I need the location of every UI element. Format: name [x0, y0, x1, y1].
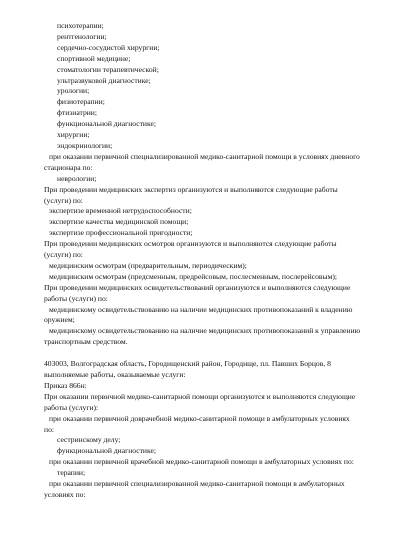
- list-item: физиотерапии;: [57, 97, 105, 107]
- list-item: хирургии;: [57, 130, 90, 140]
- day-hospital-heading: при оказании первичной специализированной медико-санитарной помощи в условиях дневного: [49, 151, 360, 161]
- expertise-heading-cont: (услуги) по:: [44, 195, 83, 205]
- list-item: медицинским осмотрам (предварительным, периодическим);: [49, 260, 247, 270]
- works-label: выполняемые работы, оказываемые услуги:: [44, 369, 186, 379]
- list-item: фтизиатрии;: [57, 108, 97, 118]
- list-item-cont: оружием;: [44, 315, 75, 325]
- prevrach-heading: при оказании первичной доврачебной медико-санитарной помощи в амбулаторных условиях: [49, 413, 350, 423]
- service-list: [44, 21, 394, 152]
- list-item: экспертизе временной нетрудоспособности;: [49, 206, 192, 216]
- specialized-heading-cont: условиях по:: [44, 489, 86, 499]
- exams-heading: При проведении медицинских осмотров организуются и выполняются следующие работы: [44, 239, 337, 249]
- list-item: функциональной диагностике;: [57, 119, 156, 129]
- list-item: медицинскому освидетельствованию на наличие медицинских противопоказаний к управлению: [49, 326, 361, 336]
- list-item: урологии;: [57, 86, 90, 96]
- primary-care-heading-cont: работы (услуги):: [44, 402, 99, 412]
- list-item: неврологии;: [57, 173, 97, 183]
- list-item-cont: транспортным средством.: [44, 337, 128, 347]
- primary-care-heading: При оказании первичной медико-санитарной помощи организуются и выполняются следующие: [44, 391, 356, 401]
- certification-heading-cont: работы (услуги) по:: [44, 293, 108, 303]
- vrach-heading: при оказании первичной врачебной медико-санитарной помощи в амбулаторных условиях по:: [49, 457, 354, 467]
- list-item: сердечно-сосудистой хирургии;: [57, 42, 160, 52]
- address-line: 403003, Волгоградская область, Городищенский район, Городище, пл. Павших Борцов, 8: [44, 359, 331, 369]
- day-hospital-heading-cont: стационара по:: [44, 162, 93, 172]
- list-item: психотерапии;: [57, 21, 104, 30]
- list-item: эндокринологии;: [57, 140, 113, 150]
- list-item: медицинскому освидетельствованию на наличие медицинских противопоказаний к владению: [49, 304, 353, 314]
- specialized-heading: при оказании первичной специализированной медико-санитарной помощи в амбулаторных: [49, 479, 345, 489]
- list-item: экспертизе профессиональной пригодности;: [49, 228, 193, 238]
- expertise-heading: При проведении медицинских экспертиз организуются и выполняются следующие работы: [44, 184, 338, 194]
- list-item: медицинским осмотрам (предсменным, предрейсовым, послесменным, послерейсовым);: [49, 271, 338, 281]
- list-item: экспертизе качества медицинской помощи;: [49, 217, 189, 227]
- certification-heading: При проведении медицинских освидетельствований организуются и выполняются следующие: [44, 282, 351, 292]
- order-reference: Приказ 866н:: [44, 380, 87, 390]
- prevrach-heading-cont: по:: [44, 424, 54, 434]
- document-page: [44, 21, 394, 501]
- paragraph-gap: [44, 348, 394, 359]
- list-item: спортивной медицине;: [57, 53, 131, 63]
- list-item: функциональной диагностике;: [57, 446, 156, 456]
- list-item: ультразвуковой диагностике;: [57, 75, 151, 85]
- exams-heading-cont: (услуги) по:: [44, 250, 83, 260]
- list-item: рентгенологии;: [57, 31, 107, 41]
- list-item: сестринскому делу;: [57, 435, 121, 445]
- list-item: стоматологии терапевтической;: [57, 64, 159, 74]
- list-item: терапии;: [57, 468, 86, 478]
